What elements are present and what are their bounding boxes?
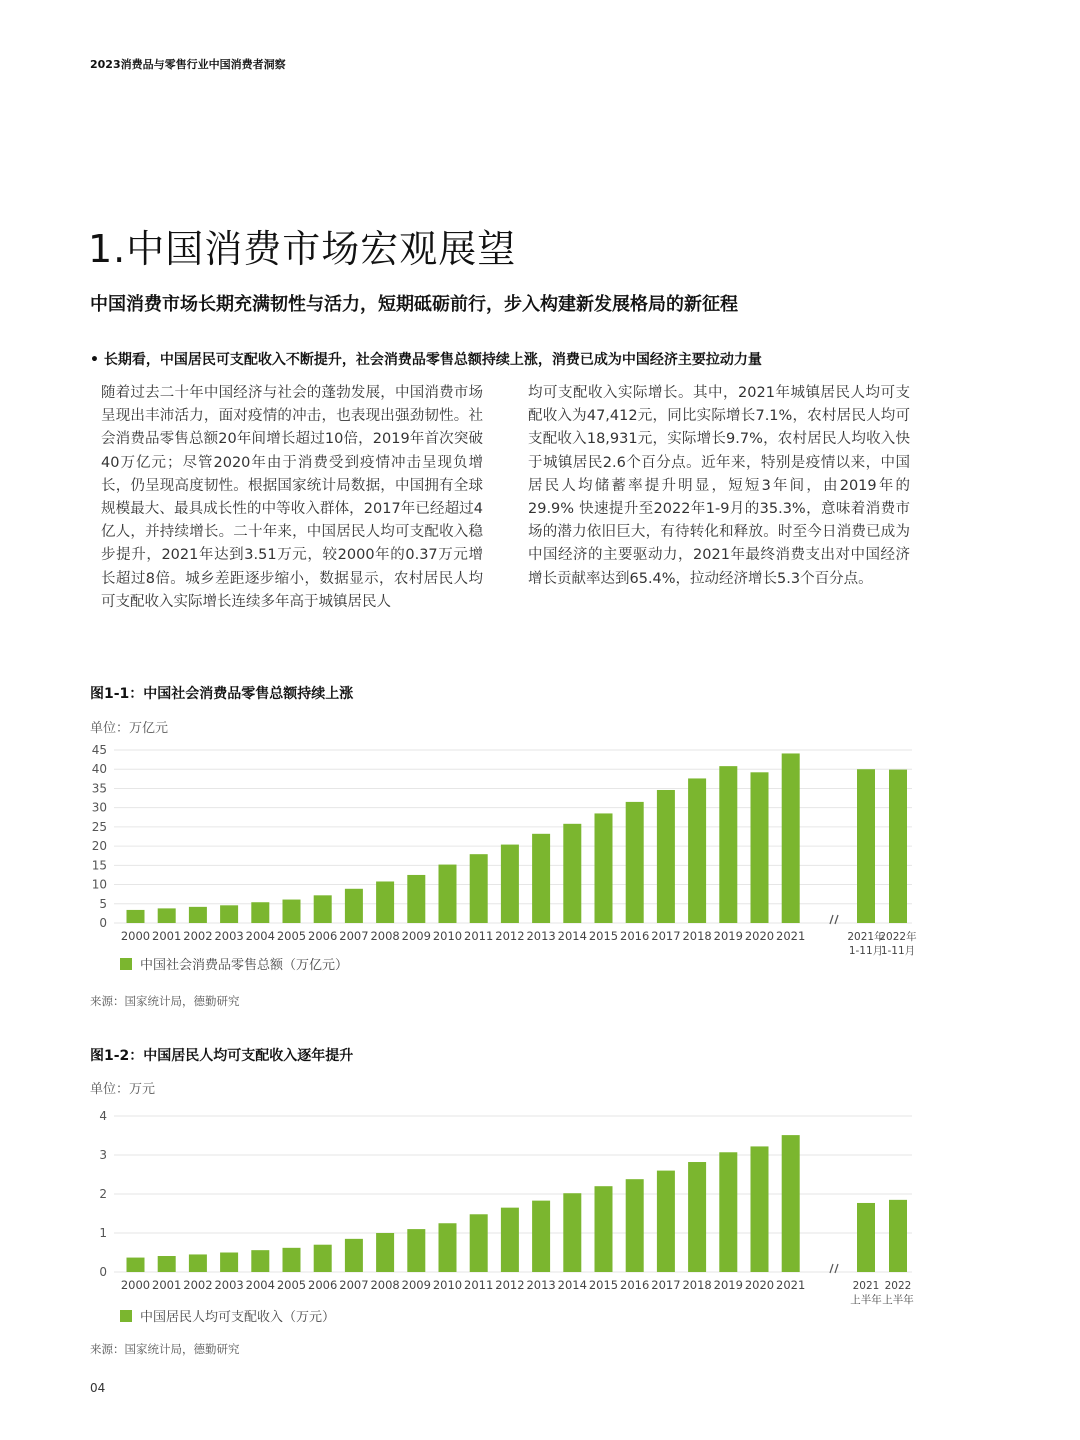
bar-2018 bbox=[688, 778, 706, 923]
x-tick-label: 2019 bbox=[713, 929, 743, 943]
x-tick-label: 2014 bbox=[557, 929, 587, 943]
bar-2020 bbox=[751, 1146, 769, 1272]
x-tick-label: 上半年 bbox=[882, 1294, 914, 1306]
figure2-unit: 单位：万元 bbox=[90, 1082, 156, 1097]
bar-2016 bbox=[626, 1179, 644, 1272]
bar-2019 bbox=[719, 766, 737, 923]
x-tick-label: 2013 bbox=[526, 1278, 556, 1292]
y-tick-label: 5 bbox=[99, 896, 107, 911]
bar-2000 bbox=[127, 910, 145, 923]
x-tick-label: 2018 bbox=[682, 1278, 712, 1292]
x-tick-label: 2017 bbox=[651, 929, 681, 943]
body-text-left: 随着过去二十年中国经济与社会的蓬勃发展，中国消费市场呈现出丰沛活力，面对疫情的冲击，也表现出强劲韧性。社会消费品零售总额20年间增长超过10倍，2019年首次突破40万亿元；尽管2020年由于消费受到疫情冲击呈现负增长，仍呈现高度韧性。根据国家统计局数据，中国拥有全球规模最大、最具成长性的中等收入群体，2017年已经超过4亿人，并持续增长。二十年来，中国居民人均可支配收入稳步提升，2021年达到3.51万元，较2000年的0.37万元增长超过8倍。城乡差距逐步缩小，数据显示，农村居民人均可支配收入实际增长连续多年高于城镇居民人 bbox=[101, 385, 483, 610]
bar-2014 bbox=[563, 824, 581, 923]
x-tick-label: 2007 bbox=[339, 1278, 369, 1292]
bar-2009 bbox=[407, 1229, 425, 1272]
bar-2002 bbox=[189, 1254, 207, 1272]
bar-2021 bbox=[782, 753, 800, 923]
bar-2004 bbox=[251, 902, 269, 923]
legend-label: 中国居民人均可支配收入（万元） bbox=[140, 1310, 336, 1325]
bar-2013 bbox=[532, 834, 550, 923]
figure1-unit: 单位：万亿元 bbox=[90, 721, 169, 736]
x-tick-label: 2011 bbox=[464, 1278, 494, 1292]
x-tick-label: 2003 bbox=[214, 929, 244, 943]
x-tick-label: 1-11月 bbox=[880, 945, 916, 957]
x-tick-label: 2004 bbox=[245, 929, 275, 943]
bar-2003 bbox=[220, 905, 238, 923]
bar-2010 bbox=[439, 865, 457, 923]
bar-2006 bbox=[314, 1245, 332, 1272]
x-tick-label: 2006 bbox=[308, 929, 338, 943]
y-tick-label: 40 bbox=[91, 762, 107, 777]
x-tick-label: 2005 bbox=[276, 929, 307, 943]
bar-2017 bbox=[657, 790, 675, 923]
x-tick-label: 2014 bbox=[557, 1278, 587, 1292]
legend-swatch bbox=[120, 958, 132, 970]
bar-2018 bbox=[688, 1162, 706, 1272]
x-tick-label: 2020 bbox=[744, 1278, 775, 1292]
x-tick-label: 2015 bbox=[588, 1278, 619, 1292]
bar-2005 bbox=[283, 1248, 301, 1272]
bar-2019 bbox=[719, 1152, 737, 1272]
bar-2013 bbox=[532, 1201, 550, 1272]
disposable-income-bar-chart bbox=[0, 1105, 1080, 1335]
bar-2010 bbox=[439, 1223, 457, 1272]
x-tick-label: 2015 bbox=[588, 929, 619, 943]
bar-2001 bbox=[158, 908, 176, 923]
x-tick-label: 2009 bbox=[401, 1278, 431, 1292]
y-tick-label: 20 bbox=[91, 839, 107, 854]
bar-2014 bbox=[563, 1193, 581, 1272]
x-tick-label: 2007 bbox=[339, 929, 369, 943]
x-tick-label: 上半年 bbox=[850, 1294, 882, 1306]
x-tick-label: 2016 bbox=[620, 929, 650, 943]
y-tick-label: 3 bbox=[99, 1148, 107, 1162]
bar-2001 bbox=[158, 1256, 176, 1272]
x-tick-label: 2006 bbox=[308, 1278, 338, 1292]
x-tick-label: 2021 bbox=[776, 929, 806, 943]
key-point-bullet: • 长期看，中国居民可支配收入不断提升，社会消费品零售总额持续上涨，消费已成为中国经济主要拉动力量 bbox=[90, 352, 762, 368]
x-tick-label: 2022年 bbox=[879, 931, 917, 943]
x-tick-label: 2009 bbox=[401, 929, 431, 943]
bar-2015 bbox=[595, 813, 613, 923]
legend-swatch bbox=[120, 1310, 132, 1322]
bar-2003 bbox=[220, 1253, 238, 1273]
bar-extra bbox=[857, 1203, 875, 1272]
x-tick-label: 2011 bbox=[464, 929, 494, 943]
page-number: 04 bbox=[90, 1381, 106, 1395]
x-tick-label: 2004 bbox=[245, 1278, 275, 1292]
body-text-right: 均可支配收入实际增长。其中，2021年城镇居民人均可支配收入为47,412元，同比实际增长7.1%，农村居民人均可支配收入18,931元，实际增长9.7%，农村居民人均收入快于城镇居民2.6个百分点。近年来，特别是疫情以来，中国居民人均储蓄率提升明显，短短3年间，由2019年的29.9% 快速提升至2022年1-9月的35.3%，意味着消费市场的潜力依旧巨大，有待转化和释放。时至今日消费已成为中国经济的主要驱动力，2021年最终消费支出对中国经济增长贡献率达到65.4%，拉动经济增长5.3个百分点。 bbox=[528, 385, 910, 587]
bar-2002 bbox=[189, 907, 207, 923]
x-tick-label: 2019 bbox=[713, 1278, 743, 1292]
x-tick-label: 2010 bbox=[432, 929, 463, 943]
y-tick-label: 35 bbox=[91, 781, 107, 796]
bar-2006 bbox=[314, 895, 332, 923]
bar-2012 bbox=[501, 845, 519, 923]
y-tick-label: 1 bbox=[99, 1226, 107, 1240]
y-tick-label: 0 bbox=[99, 1265, 107, 1279]
legend-label: 中国社会消费品零售总额（万亿元） bbox=[140, 958, 349, 973]
y-tick-label: 0 bbox=[99, 916, 107, 930]
x-tick-label: 2016 bbox=[620, 1278, 650, 1292]
report-header: 2023消费品与零售行业中国消费者洞察 bbox=[90, 58, 286, 71]
x-tick-label: 2021 bbox=[852, 1280, 880, 1292]
x-tick-label: 2000 bbox=[120, 929, 151, 943]
bar-extra bbox=[889, 1200, 907, 1272]
x-tick-label: 2021年 bbox=[847, 931, 885, 943]
y-tick-label: 10 bbox=[91, 877, 107, 892]
figure1-title: 图1-1：中国社会消费品零售总额持续上涨 bbox=[90, 686, 354, 702]
x-tick-label: 2018 bbox=[682, 929, 712, 943]
x-tick-label: 2012 bbox=[495, 929, 525, 943]
x-tick-label: 2012 bbox=[495, 1278, 525, 1292]
section-title: 1.中国消费市场宏观展望 bbox=[88, 227, 517, 271]
bar-2021 bbox=[782, 1135, 800, 1272]
x-tick-label: 2002 bbox=[183, 1278, 213, 1292]
bar-2017 bbox=[657, 1171, 675, 1272]
x-tick-label: 2017 bbox=[651, 1278, 681, 1292]
bar-2000 bbox=[127, 1258, 145, 1272]
bar-2009 bbox=[407, 875, 425, 923]
figure2-title: 图1-2：中国居民人均可支配收入逐年提升 bbox=[90, 1048, 354, 1064]
section-subtitle: 中国消费市场长期充满韧性与活力，短期砥砺前行，步入构建新发展格局的新征程 bbox=[90, 294, 738, 315]
x-tick-label: 2003 bbox=[214, 1278, 244, 1292]
bar-2011 bbox=[470, 854, 488, 923]
x-tick-label: 2002 bbox=[183, 929, 213, 943]
x-tick-label: 2008 bbox=[370, 1278, 400, 1292]
x-tick-label: 2000 bbox=[120, 1278, 151, 1292]
x-tick-label: 2020 bbox=[744, 929, 775, 943]
bar-2007 bbox=[345, 889, 363, 923]
bar-2007 bbox=[345, 1239, 363, 1272]
x-tick-label: 2021 bbox=[776, 1278, 806, 1292]
retail-sales-bar-chart bbox=[0, 740, 1080, 980]
bar-extra bbox=[889, 770, 907, 923]
bar-2008 bbox=[376, 1233, 394, 1272]
bar-2015 bbox=[595, 1186, 613, 1272]
x-tick-label: 1-11月 bbox=[848, 945, 884, 957]
y-tick-label: 2 bbox=[99, 1187, 107, 1201]
figure2-source: 来源：国家统计局，德勤研究 bbox=[90, 1342, 240, 1356]
bar-2008 bbox=[376, 881, 394, 923]
x-tick-label: 2013 bbox=[526, 929, 556, 943]
y-tick-label: 4 bbox=[99, 1109, 107, 1123]
bar-2020 bbox=[751, 772, 769, 923]
bar-2005 bbox=[283, 900, 301, 923]
x-tick-label: 2022 bbox=[884, 1280, 912, 1292]
figure1-source: 来源：国家统计局，德勤研究 bbox=[90, 994, 240, 1008]
y-tick-label: 45 bbox=[91, 743, 107, 757]
x-tick-label: 2001 bbox=[152, 929, 182, 943]
x-tick-label: 2010 bbox=[432, 1278, 463, 1292]
bar-2004 bbox=[251, 1250, 269, 1272]
bar-2011 bbox=[470, 1214, 488, 1272]
y-tick-label: 25 bbox=[91, 819, 107, 834]
y-tick-label: 15 bbox=[91, 858, 107, 873]
bar-2012 bbox=[501, 1208, 519, 1272]
bar-extra bbox=[857, 769, 875, 923]
x-tick-label: 2005 bbox=[276, 1278, 307, 1292]
x-tick-label: 2008 bbox=[370, 929, 400, 943]
bar-2016 bbox=[626, 802, 644, 923]
x-tick-label: 2001 bbox=[152, 1278, 182, 1292]
y-tick-label: 30 bbox=[91, 800, 107, 815]
